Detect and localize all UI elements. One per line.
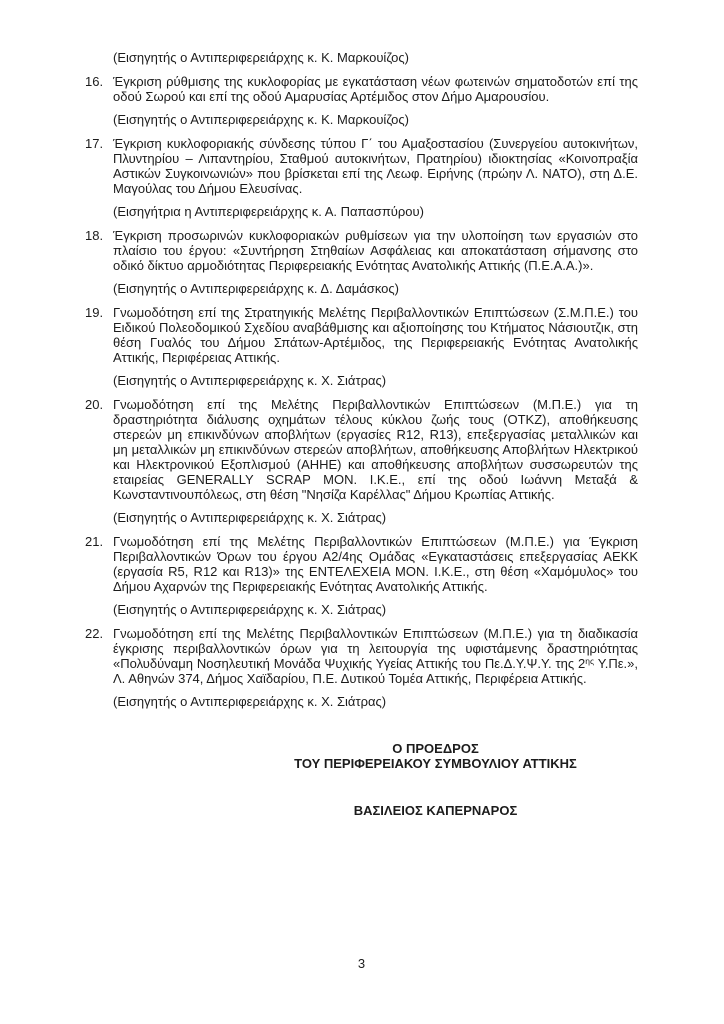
signature-block	[159, 741, 712, 818]
rapporteur-note: (Εισηγητής ο Αντιπεριφερειάρχης κ. Δ. Δαμάσκος)	[113, 281, 399, 296]
agenda-item-text: Γνωμοδότηση επί της Μελέτης Περιβαλλοντικών Επιπτώσεων (Μ.Π.Ε.) για τη διαδικασία έγκρισης περιβαλλοντικών όρων για τη λειτουργία της υφιστάμενης δραστηριότητας «Πολυδύναμη Νοσηλευτική Μονάδα Ψυχικής Υγείας Αττικής του Πε.Δ.Υ.Ψ.Υ. της 2	[113, 625, 638, 671]
agenda-item-text: Έγκριση ρύθμισης της κυκλοφορίας με εγκατάσταση νέων φωτεινών σηματοδοτών επί της οδού Σωρού και επί της οδού Αμαρυσίας Αρτέμιδος στον Δήμο Αμαρουσίου.	[113, 73, 638, 104]
agenda-item-text: Υ.Πε.», Λ. Αθηνών 374, Δήμος Χαϊδαρίου, Π.Ε. Δυτικού Τομέα Αττικής, Περιφέρεια Αττικής.	[113, 655, 638, 686]
agenda-item-17	[85, 136, 638, 196]
agenda-item-number: 19.	[85, 304, 104, 320]
agenda-item-number: 20.	[85, 396, 104, 412]
agenda-item-number: 18.	[85, 227, 104, 243]
agenda-item-text: Έγκριση κυκλοφοριακής σύνδεσης τύπου Γ΄ του Αμαξοστασίου (Συνεργείου αυτοκινήτων, Πλυντηρίου – Λιπαντηρίου, Σταθμού αυτοκινήτων, Πρατηρίου) ιδιοκτησίας «Κοινοπραξία Αστικών Συγκοινωνιών» που βρίσκεται επί της Λεωφ. Ειρήνης (πρώην Λ. ΝΑΤΟ), στη Δ.Ε. Μαγούλας του Δήμου Ελευσίνας.	[113, 135, 638, 196]
ordinal-superscript: ης	[585, 655, 595, 666]
agenda-item-number: 21.	[85, 533, 104, 549]
signature-title-line2: ΤΟΥ ΠΕΡΙΦΕΡΕΙΑΚΟΥ ΣΥΜΒΟΥΛΙΟΥ ΑΤΤΙΚΗΣ	[294, 756, 577, 771]
agenda-item-text: Έγκριση προσωρινών κυκλοφοριακών ρυθμίσεων για την υλοποίηση των εργασιών στο πλαίσιο του έργου: «Συντήρηση Στηθαίων Ασφάλειας και αποκατάσταση σήμανσης στο οδικό δίκτυο αρμοδιότητας Περιφερειακής Ενότητας Ανατολικής Αττικής (Π.Ε.Α.Α.)».	[113, 227, 638, 273]
rapporteur-note: (Εισηγητής ο Αντιπεριφερειάρχης κ. Χ. Σιάτρας)	[113, 694, 387, 709]
document-content	[85, 50, 638, 818]
agenda-item-16	[85, 74, 638, 104]
agenda-item-19	[85, 305, 638, 365]
agenda-item-22	[85, 626, 638, 686]
agenda-item-21	[85, 534, 638, 594]
agenda-item-text: Γνωμοδότηση επί της Μελέτης Περιβαλλοντικών Επιπτώσεων (Μ.Π.Ε.) για τη δραστηριότητα διάλυσης οχημάτων τέλους κύκλου ζωής τους (ΟΤΚΖ), αποθήκευσης στερεών μη επικινδύνων αποβλήτων (εργασίες R12, R13), επεξεργασίας μεταλλικών και μη μεταλλικών μη επικινδύνων στερεών αποβλήτων, αποθήκευσης Αποβλήτων Ηλεκτρικού και Ηλεκτρονικού Εξοπλισμού (ΑΗΗΕ) και αποθήκευσης αποβλήτων συσσωρευτών της εταιρείας GENERALLY SCRAP MON. Ι.Κ.Ε., επί της οδού Ιωάννη Μεταξά & Κωνσταντινουπόλεως, στη θέση "Νησίζα Καρέλλας" Δήμου Κρωπίας Αττικής.	[113, 396, 638, 502]
rapporteur-note: (Εισηγητής ο Αντιπεριφερειάρχης κ. Κ. Μαρκουίζος)	[113, 50, 410, 65]
agenda-item-number: 17.	[85, 135, 104, 151]
agenda-item-18	[85, 228, 638, 273]
agenda-item-number: 22.	[85, 625, 104, 641]
rapporteur-note: (Εισηγητής ο Αντιπεριφερειάρχης κ. Χ. Σιάτρας)	[113, 373, 387, 388]
page-number: 3	[357, 956, 366, 971]
agenda-item-20	[85, 397, 638, 502]
agenda-item-text: Γνωμοδότηση επί της Στρατηγικής Μελέτης Περιβαλλοντικών Επιπτώσεων (Σ.Μ.Π.Ε.) του Ειδικού Πολεοδομικού Σχεδίου αναβάθμισης και αξιοποίησης του Κτήματος Νάσιουτζικ, στη θέση Γυαλός του Δήμου Σπάτων-Αρτέμιδος, της Περιφερειακής Ενότητας Ανατολικής Αττικής, Περιφέρειας Αττικής.	[113, 304, 638, 365]
signature-name: ΒΑΣΙΛΕΙΟΣ ΚΑΠΕΡΝΑΡΟΣ	[353, 803, 518, 818]
rapporteur-note: (Εισηγητής ο Αντιπεριφερειάρχης κ. Χ. Σιάτρας)	[113, 602, 387, 617]
rapporteur-note: (Εισηγήτρια η Αντιπεριφερειάρχης κ. Α. Παπασπύρου)	[113, 204, 424, 219]
agenda-item-text: Γνωμοδότηση επί της Μελέτης Περιβαλλοντικών Επιπτώσεων (Μ.Π.Ε.) για Έγκριση Περιβαλλοντικών Όρων του έργου Α2/4ης Ομάδας «Εγκαταστάσεις επεξεργασίας ΑΕΚΚ (εργασία R5, R12 και R13)» της ΕΝΤΕΛΕΧΕΙΑ ΜΟΝ. Ι.Κ.Ε., στη θέση «Χαμόμυλος» του Δήμου Αχαρνών της Περιφερειακής Ενότητας Ανατολικής Αττικής.	[113, 533, 638, 594]
rapporteur-note: (Εισηγητής ο Αντιπεριφερειάρχης κ. Κ. Μαρκουίζος)	[113, 112, 410, 127]
signature-title-line1: Ο ΠΡΟΕΔΡΟΣ	[392, 741, 479, 756]
rapporteur-note: (Εισηγητής ο Αντιπεριφερειάρχης κ. Χ. Σιάτρας)	[113, 510, 387, 525]
agenda-item-number: 16.	[85, 73, 104, 89]
